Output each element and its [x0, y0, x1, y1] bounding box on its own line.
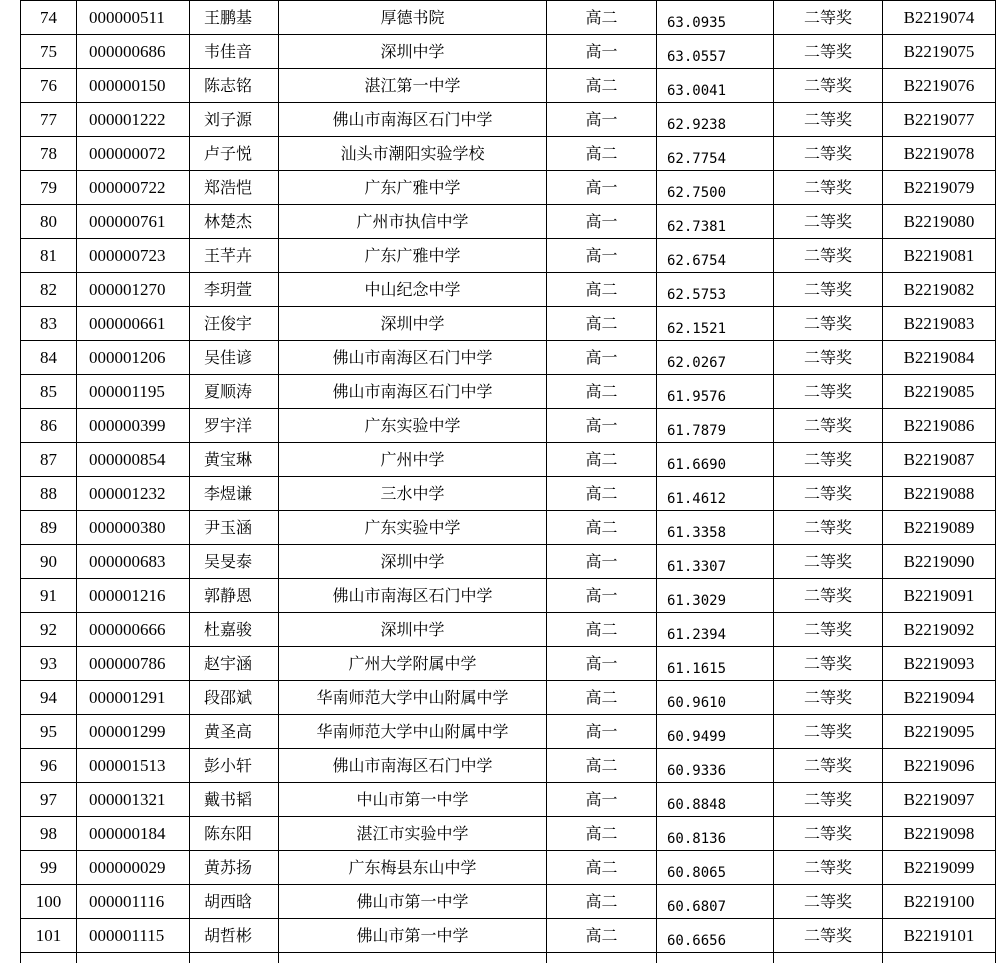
exam-id-cell: 000000683 [77, 545, 190, 579]
rank-cell: 77 [21, 103, 77, 137]
grade-cell: 高一 [547, 341, 657, 375]
grade-cell: 高二 [547, 307, 657, 341]
student-name-cell: 杜嘉骏 [190, 613, 279, 647]
score-cell: 63.0041 [657, 69, 774, 103]
exam-id-cell: 000001222 [77, 103, 190, 137]
table-row [21, 919, 996, 953]
certificate-no-cell: B2219100 [883, 885, 996, 919]
exam-id-cell: 000001195 [77, 375, 190, 409]
grade-cell: 高二 [547, 137, 657, 171]
score-cell: 61.3029 [657, 579, 774, 613]
award-cell: 二等奖 [774, 1, 883, 35]
table-row [21, 783, 996, 817]
table-row [21, 171, 996, 205]
exam-id-cell: 000000722 [77, 171, 190, 205]
award-cell: 二等奖 [774, 783, 883, 817]
school-cell: 深圳中学 [279, 307, 547, 341]
exam-id-cell: 000000854 [77, 443, 190, 477]
table-row [21, 749, 996, 783]
student-name-cell: 吴佳谚 [190, 341, 279, 375]
rank-cell: 83 [21, 307, 77, 341]
award-cell: 二等奖 [774, 409, 883, 443]
table-row [21, 239, 996, 273]
table-row [21, 443, 996, 477]
exam-id-cell: 000000380 [77, 511, 190, 545]
student-name-cell: 彭小轩 [190, 749, 279, 783]
rank-cell: 94 [21, 681, 77, 715]
certificate-no-cell: B2219090 [883, 545, 996, 579]
table-row-cut-off [21, 953, 996, 963]
grade-cell [547, 953, 657, 963]
score-cell: 61.3307 [657, 545, 774, 579]
grade-cell: 高一 [547, 35, 657, 69]
exam-id-cell: 000000761 [77, 205, 190, 239]
exam-id-cell: 000000661 [77, 307, 190, 341]
grade-cell: 高二 [547, 851, 657, 885]
exam-id-cell: 000000786 [77, 647, 190, 681]
student-name-cell [190, 953, 279, 963]
rank-cell: 99 [21, 851, 77, 885]
school-cell: 深圳中学 [279, 613, 547, 647]
rank-cell: 95 [21, 715, 77, 749]
grade-cell: 高二 [547, 1, 657, 35]
certificate-no-cell: B2219098 [883, 817, 996, 851]
grade-cell: 高二 [547, 477, 657, 511]
student-name-cell: 郭静恩 [190, 579, 279, 613]
grade-cell: 高一 [547, 545, 657, 579]
score-cell: 61.3358 [657, 511, 774, 545]
award-cell: 二等奖 [774, 35, 883, 69]
rank-cell: 101 [21, 919, 77, 953]
award-cell: 二等奖 [774, 341, 883, 375]
exam-id-cell: 000001216 [77, 579, 190, 613]
rank-cell: 100 [21, 885, 77, 919]
certificate-no-cell: B2219082 [883, 273, 996, 307]
student-name-cell: 王芊卉 [190, 239, 279, 273]
school-cell: 深圳中学 [279, 545, 547, 579]
award-cell: 二等奖 [774, 545, 883, 579]
rank-cell: 91 [21, 579, 77, 613]
table-row [21, 341, 996, 375]
exam-id-cell: 000000029 [77, 851, 190, 885]
certificate-no-cell: B2219081 [883, 239, 996, 273]
grade-cell: 高二 [547, 273, 657, 307]
student-name-cell: 陈志铭 [190, 69, 279, 103]
certificate-no-cell: B2219077 [883, 103, 996, 137]
exam-id-cell: 000001232 [77, 477, 190, 511]
table-row [21, 647, 996, 681]
school-cell: 佛山市南海区石门中学 [279, 375, 547, 409]
results-sheet [20, 0, 995, 963]
table-row [21, 205, 996, 239]
award-cell: 二等奖 [774, 919, 883, 953]
grade-cell: 高一 [547, 171, 657, 205]
school-cell: 中山市第一中学 [279, 783, 547, 817]
grade-cell: 高一 [547, 715, 657, 749]
score-cell: 62.1521 [657, 307, 774, 341]
student-name-cell: 段邵斌 [190, 681, 279, 715]
grade-cell: 高二 [547, 885, 657, 919]
exam-id-cell: 000001321 [77, 783, 190, 817]
award-cell: 二等奖 [774, 307, 883, 341]
score-cell: 61.1615 [657, 647, 774, 681]
certificate-no-cell: B2219101 [883, 919, 996, 953]
score-cell: 62.7500 [657, 171, 774, 205]
rank-cell: 80 [21, 205, 77, 239]
school-cell: 佛山市第一中学 [279, 919, 547, 953]
rank-cell: 78 [21, 137, 77, 171]
exam-id-cell: 000000686 [77, 35, 190, 69]
certificate-no-cell: B2219093 [883, 647, 996, 681]
table-body [21, 1, 996, 963]
school-cell: 广州大学附属中学 [279, 647, 547, 681]
school-cell [279, 953, 547, 963]
rank-cell: 75 [21, 35, 77, 69]
certificate-no-cell: B2219089 [883, 511, 996, 545]
score-cell [657, 953, 774, 963]
table-row [21, 851, 996, 885]
school-cell: 深圳中学 [279, 35, 547, 69]
table-row [21, 579, 996, 613]
student-name-cell: 陈东阳 [190, 817, 279, 851]
exam-id-cell: 000001116 [77, 885, 190, 919]
grade-cell: 高二 [547, 681, 657, 715]
rank-cell: 82 [21, 273, 77, 307]
school-cell: 广东实验中学 [279, 409, 547, 443]
exam-id-cell: 000001270 [77, 273, 190, 307]
rank-cell [21, 953, 77, 963]
exam-id-cell: 000001291 [77, 681, 190, 715]
certificate-no-cell: B2219091 [883, 579, 996, 613]
score-cell: 60.6807 [657, 885, 774, 919]
award-cell: 二等奖 [774, 613, 883, 647]
school-cell: 佛山市南海区石门中学 [279, 341, 547, 375]
score-cell: 60.9610 [657, 681, 774, 715]
exam-id-cell: 000000184 [77, 817, 190, 851]
student-name-cell: 胡哲彬 [190, 919, 279, 953]
school-cell: 佛山市南海区石门中学 [279, 579, 547, 613]
certificate-no-cell: B2219097 [883, 783, 996, 817]
award-cell [774, 953, 883, 963]
grade-cell: 高一 [547, 647, 657, 681]
award-cell: 二等奖 [774, 749, 883, 783]
school-cell: 湛江市实验中学 [279, 817, 547, 851]
certificate-no-cell: B2219086 [883, 409, 996, 443]
score-cell: 60.8065 [657, 851, 774, 885]
score-cell: 62.7381 [657, 205, 774, 239]
table-row [21, 137, 996, 171]
score-cell: 60.8136 [657, 817, 774, 851]
award-cell: 二等奖 [774, 69, 883, 103]
student-name-cell: 戴书韬 [190, 783, 279, 817]
school-cell: 广东广雅中学 [279, 239, 547, 273]
award-cell: 二等奖 [774, 205, 883, 239]
grade-cell: 高二 [547, 919, 657, 953]
rank-cell: 92 [21, 613, 77, 647]
school-cell: 佛山市南海区石门中学 [279, 103, 547, 137]
student-name-cell: 赵宇涵 [190, 647, 279, 681]
award-cell: 二等奖 [774, 851, 883, 885]
award-cell: 二等奖 [774, 579, 883, 613]
exam-id-cell: 000000511 [77, 1, 190, 35]
score-cell: 60.9336 [657, 749, 774, 783]
student-name-cell: 夏顺涛 [190, 375, 279, 409]
table-row [21, 375, 996, 409]
score-cell: 61.4612 [657, 477, 774, 511]
rank-cell: 88 [21, 477, 77, 511]
award-cell: 二等奖 [774, 477, 883, 511]
student-name-cell: 吴旻泰 [190, 545, 279, 579]
score-cell: 61.9576 [657, 375, 774, 409]
grade-cell: 高一 [547, 239, 657, 273]
grade-cell: 高一 [547, 103, 657, 137]
score-cell: 62.9238 [657, 103, 774, 137]
certificate-no-cell: B2219095 [883, 715, 996, 749]
rank-cell: 84 [21, 341, 77, 375]
rank-cell: 85 [21, 375, 77, 409]
student-name-cell: 郑浩恺 [190, 171, 279, 205]
student-name-cell: 胡西晗 [190, 885, 279, 919]
rank-cell: 86 [21, 409, 77, 443]
exam-id-cell: 000000723 [77, 239, 190, 273]
score-cell: 63.0935 [657, 1, 774, 35]
grade-cell: 高一 [547, 205, 657, 239]
grade-cell: 高一 [547, 409, 657, 443]
student-name-cell: 黄苏扬 [190, 851, 279, 885]
grade-cell: 高二 [547, 69, 657, 103]
grade-cell: 高二 [547, 613, 657, 647]
award-cell: 二等奖 [774, 443, 883, 477]
student-name-cell: 李煜谦 [190, 477, 279, 511]
award-cell: 二等奖 [774, 103, 883, 137]
table-row [21, 885, 996, 919]
certificate-no-cell: B2219078 [883, 137, 996, 171]
student-name-cell: 汪俊宇 [190, 307, 279, 341]
award-cell: 二等奖 [774, 681, 883, 715]
score-cell: 60.9499 [657, 715, 774, 749]
school-cell: 广东广雅中学 [279, 171, 547, 205]
table-row [21, 307, 996, 341]
score-cell: 62.7754 [657, 137, 774, 171]
award-results-table [20, 0, 996, 963]
student-name-cell: 黄圣高 [190, 715, 279, 749]
certificate-no-cell: B2219084 [883, 341, 996, 375]
student-name-cell: 罗宇洋 [190, 409, 279, 443]
award-cell: 二等奖 [774, 647, 883, 681]
certificate-no-cell: B2219092 [883, 613, 996, 647]
grade-cell: 高二 [547, 375, 657, 409]
school-cell: 三水中学 [279, 477, 547, 511]
score-cell: 62.6754 [657, 239, 774, 273]
certificate-no-cell: B2219096 [883, 749, 996, 783]
exam-id-cell [77, 953, 190, 963]
grade-cell: 高一 [547, 579, 657, 613]
certificate-no-cell: B2219075 [883, 35, 996, 69]
award-cell: 二等奖 [774, 239, 883, 273]
school-cell: 佛山市第一中学 [279, 885, 547, 919]
rank-cell: 87 [21, 443, 77, 477]
award-cell: 二等奖 [774, 715, 883, 749]
grade-cell: 高二 [547, 511, 657, 545]
certificate-no-cell: B2219079 [883, 171, 996, 205]
school-cell: 厚德书院 [279, 1, 547, 35]
exam-id-cell: 000001206 [77, 341, 190, 375]
table-row [21, 477, 996, 511]
score-cell: 62.5753 [657, 273, 774, 307]
student-name-cell: 韦佳音 [190, 35, 279, 69]
school-cell: 佛山市南海区石门中学 [279, 749, 547, 783]
score-cell: 63.0557 [657, 35, 774, 69]
table-row [21, 1, 996, 35]
table-row [21, 715, 996, 749]
certificate-no-cell: B2219083 [883, 307, 996, 341]
score-cell: 60.8848 [657, 783, 774, 817]
school-cell: 湛江第一中学 [279, 69, 547, 103]
school-cell: 中山纪念中学 [279, 273, 547, 307]
certificate-no-cell: B2219094 [883, 681, 996, 715]
certificate-no-cell: B2219076 [883, 69, 996, 103]
score-cell: 61.2394 [657, 613, 774, 647]
award-cell: 二等奖 [774, 273, 883, 307]
table-row [21, 511, 996, 545]
exam-id-cell: 000001115 [77, 919, 190, 953]
student-name-cell: 尹玉涵 [190, 511, 279, 545]
certificate-no-cell: B2219088 [883, 477, 996, 511]
school-cell: 广州中学 [279, 443, 547, 477]
table-row [21, 545, 996, 579]
student-name-cell: 王鹏基 [190, 1, 279, 35]
grade-cell: 高一 [547, 783, 657, 817]
school-cell: 广东实验中学 [279, 511, 547, 545]
certificate-no-cell: B2219099 [883, 851, 996, 885]
rank-cell: 90 [21, 545, 77, 579]
rank-cell: 74 [21, 1, 77, 35]
table-row [21, 817, 996, 851]
school-cell: 广东梅县东山中学 [279, 851, 547, 885]
score-cell: 61.7879 [657, 409, 774, 443]
rank-cell: 89 [21, 511, 77, 545]
grade-cell: 高二 [547, 817, 657, 851]
award-cell: 二等奖 [774, 137, 883, 171]
award-cell: 二等奖 [774, 375, 883, 409]
exam-id-cell: 000000399 [77, 409, 190, 443]
certificate-no-cell: B2219085 [883, 375, 996, 409]
award-cell: 二等奖 [774, 511, 883, 545]
grade-cell: 高二 [547, 443, 657, 477]
rank-cell: 98 [21, 817, 77, 851]
award-cell: 二等奖 [774, 171, 883, 205]
table-row [21, 613, 996, 647]
school-cell: 华南师范大学中山附属中学 [279, 715, 547, 749]
score-cell: 62.0267 [657, 341, 774, 375]
school-cell: 广州市执信中学 [279, 205, 547, 239]
rank-cell: 97 [21, 783, 77, 817]
school-cell: 华南师范大学中山附属中学 [279, 681, 547, 715]
rank-cell: 93 [21, 647, 77, 681]
certificate-no-cell: B2219074 [883, 1, 996, 35]
rank-cell: 81 [21, 239, 77, 273]
rank-cell: 76 [21, 69, 77, 103]
student-name-cell: 林楚杰 [190, 205, 279, 239]
score-cell: 61.6690 [657, 443, 774, 477]
award-cell: 二等奖 [774, 885, 883, 919]
certificate-no-cell: B2219087 [883, 443, 996, 477]
certificate-no-cell: B2219080 [883, 205, 996, 239]
table-row [21, 273, 996, 307]
award-cell: 二等奖 [774, 817, 883, 851]
exam-id-cell: 000000072 [77, 137, 190, 171]
school-cell: 汕头市潮阳实验学校 [279, 137, 547, 171]
student-name-cell: 刘子源 [190, 103, 279, 137]
rank-cell: 79 [21, 171, 77, 205]
exam-id-cell: 000000666 [77, 613, 190, 647]
student-name-cell: 黄宝琳 [190, 443, 279, 477]
rank-cell: 96 [21, 749, 77, 783]
exam-id-cell: 000001513 [77, 749, 190, 783]
student-name-cell: 卢子悦 [190, 137, 279, 171]
score-cell: 60.6656 [657, 919, 774, 953]
student-name-cell: 李玥萱 [190, 273, 279, 307]
table-row [21, 69, 996, 103]
certificate-no-cell [883, 953, 996, 963]
table-row [21, 681, 996, 715]
table-row [21, 35, 996, 69]
table-row [21, 103, 996, 137]
exam-id-cell: 000000150 [77, 69, 190, 103]
grade-cell: 高二 [547, 749, 657, 783]
table-row [21, 409, 996, 443]
exam-id-cell: 000001299 [77, 715, 190, 749]
